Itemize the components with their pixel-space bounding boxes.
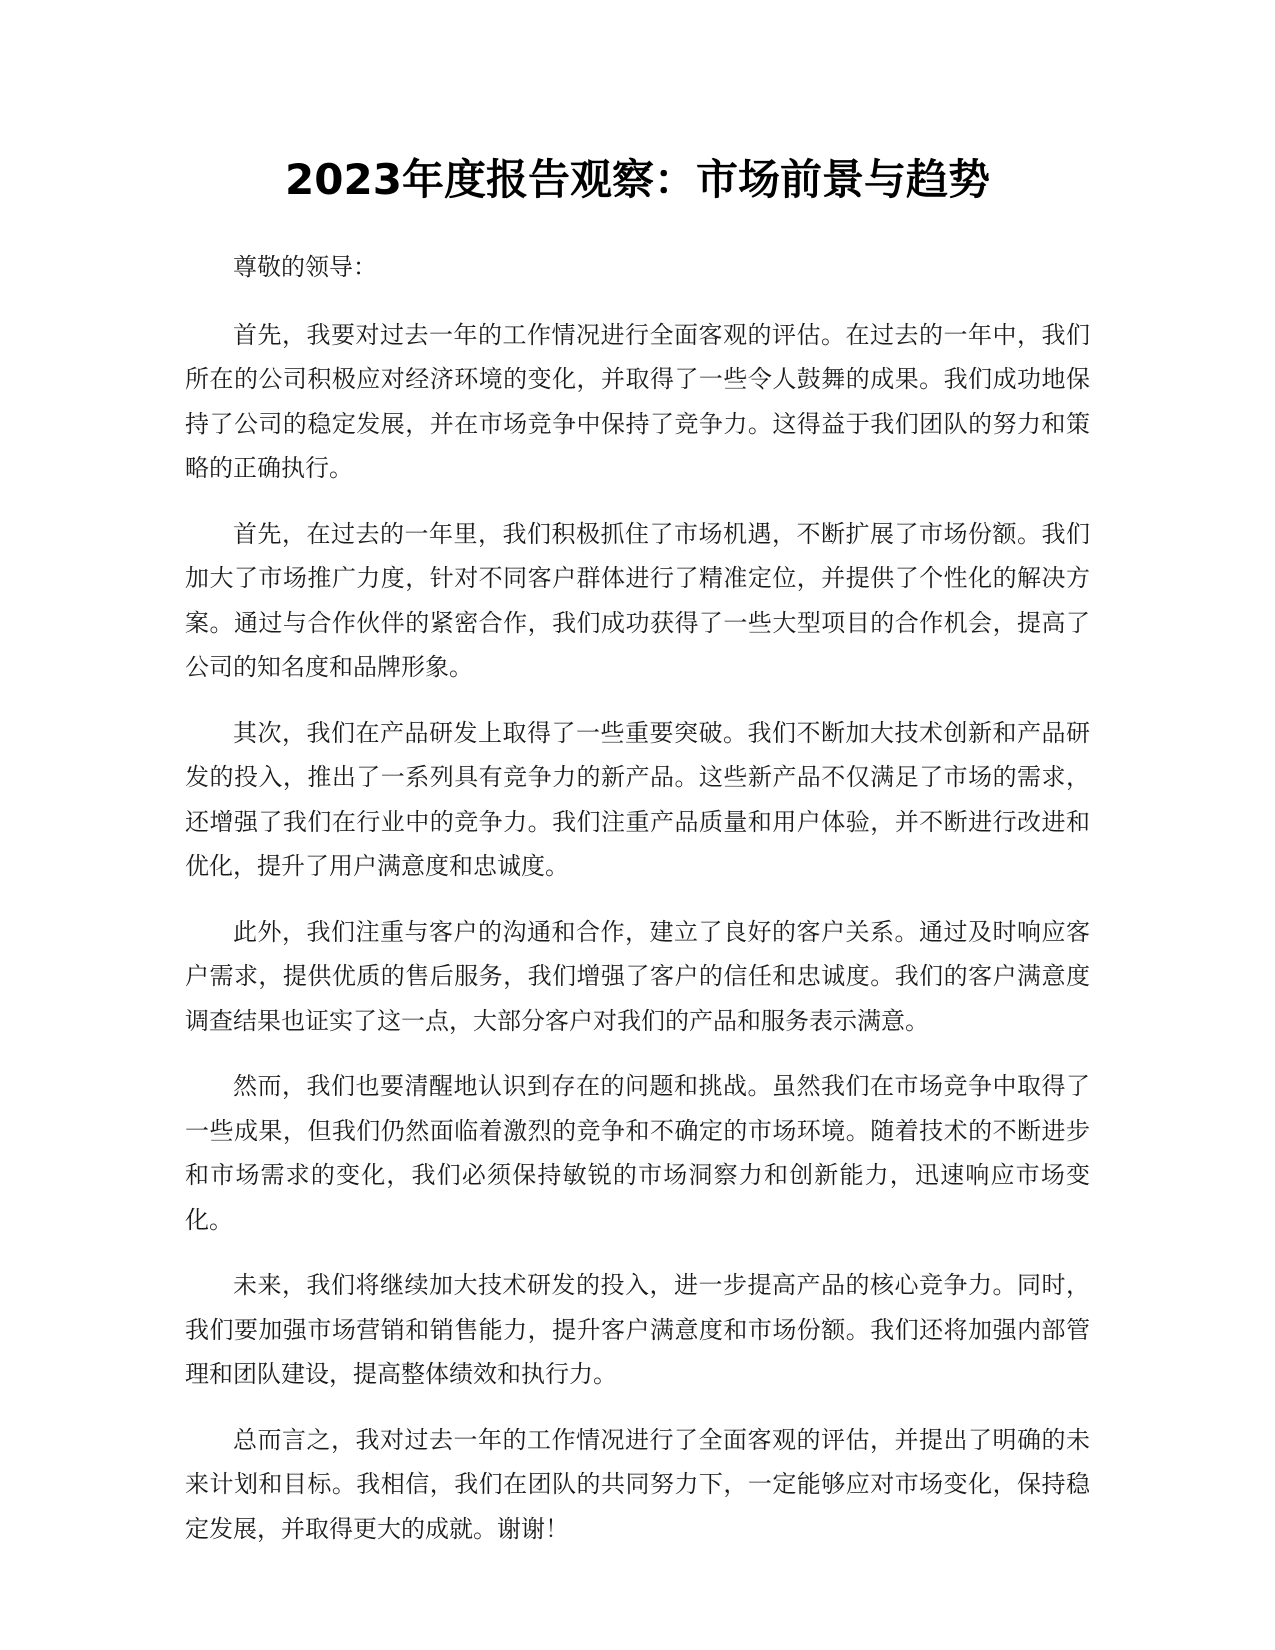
paragraph: 此外，我们注重与客户的沟通和合作，建立了良好的客户关系。通过及时响应客户需求，提供优质的售后服务，我们增强了客户的信任和忠诚度。我们的客户满意度调查结果也证实了这一点，大部分客户对我们的产品和服务表示满意。 [185,917,1090,1035]
paragraph: 总而言之，我对过去一年的工作情况进行了全面客观的评估，并提出了明确的未来计划和目标。我相信，我们在团队的共同努力下，一定能够应对市场变化，保持稳定发展，并取得更大的成就。谢谢！ [185,1425,1090,1543]
document-body [185,245,1090,1572]
paragraph: 首先，我要对过去一年的工作情况进行全面客观的评估。在过去的一年中，我们所在的公司积极应对经济环境的变化，并取得了一些令人鼓舞的成果。我们成功地保持了公司的稳定发展，并在市场竞争中保持了竞争力。这得益于我们团队的努力和策略的正确执行。 [185,320,1090,482]
paragraph: 首先，在过去的一年里，我们积极抓住了市场机遇，不断扩展了市场份额。我们加大了市场推广力度，针对不同客户群体进行了精准定位，并提供了个性化的解决方案。通过与合作伙伴的紧密合作，我们成功获得了一些大型项目的合作机会，提高了公司的知名度和品牌形象。 [185,519,1090,681]
paragraph: 然而，我们也要清醒地认识到存在的问题和挑战。虽然我们在市场竞争中取得了一些成果，但我们仍然面临着激烈的竞争和不确定的市场环境。随着技术的不断进步和市场需求的变化，我们必须保持敏锐的市场洞察力和创新能力，迅速响应市场变化。 [185,1072,1090,1234]
paragraph: 未来，我们将继续加大技术研发的投入，进一步提高产品的核心竞争力。同时，我们要加强市场营销和销售能力，提升客户满意度和市场份额。我们还将加强内部管理和团队建设，提高整体绩效和执行力。 [185,1271,1090,1388]
document-title: 2023年度报告观察：市场前景与趋势 [285,155,990,204]
salutation: 尊敬的领导： [233,253,377,281]
paragraph: 其次，我们在产品研发上取得了一些重要突破。我们不断加大技术创新和产品研发的投入，推出了一系列具有竞争力的新产品。这些新产品不仅满足了市场的需求，还增强了我们在行业中的竞争力。我们注重产品质量和用户体验，并不断进行改进和优化，提升了用户满意度和忠诚度。 [185,718,1090,880]
